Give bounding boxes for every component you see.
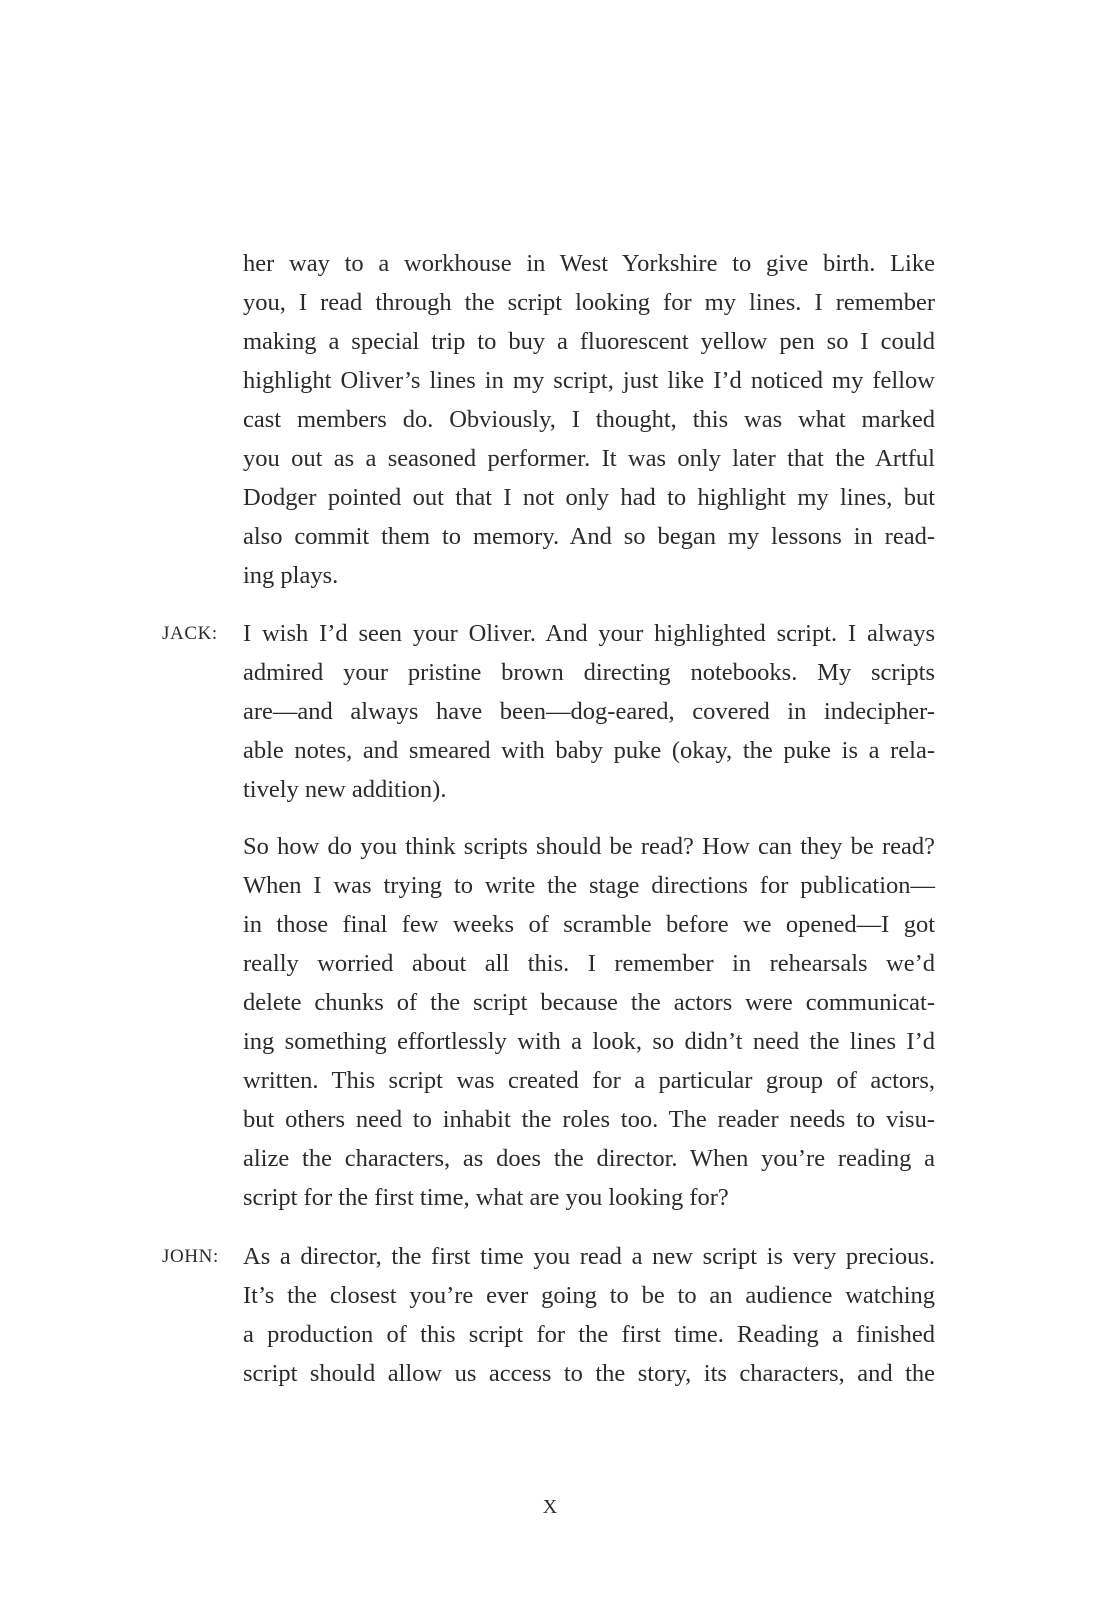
speaker-label: JACK: [162,623,218,644]
paragraph [243,1237,935,1393]
text-line: also commit them to memory. And so began my lessons in read- [243,523,935,550]
text-line: Dodger pointed out that I not only had to highlight my lines, but [243,484,935,511]
text-line: a production of this script for the first time. Reading a finished [243,1321,935,1348]
text-line: script for the first time, what are you looking for? [243,1184,729,1211]
speaker-label: JOHN: [162,1246,219,1267]
text-line: making a special trip to buy a fluorescent yellow pen so I could [243,328,935,355]
text-line: able notes, and smeared with baby puke (okay, the puke is a rela- [243,737,935,764]
text-line: her way to a workhouse in West Yorkshire to give birth. Like [243,250,935,277]
paragraph [243,614,935,809]
text-line: highlight Oliver’s lines in my script, just like I’d noticed my fellow [243,367,935,394]
text-line: written. This script was created for a particular group of actors, [243,1067,935,1094]
page-number: X [542,1496,559,1518]
text-line: you out as a seasoned performer. It was only later that the Artful [243,445,935,472]
text-line: It’s the closest you’re ever going to be to an audience watching [243,1282,935,1309]
text-line: but others need to inhabit the roles too. The reader needs to visu- [243,1106,935,1133]
text-line: tively new addition). [243,776,447,803]
text-line: When I was trying to write the stage directions for publication— [243,872,935,899]
text-line: ing something effortlessly with a look, so didn’t need the lines I’d [243,1028,935,1055]
text-line: script should allow us access to the story, its characters, and the [243,1360,935,1387]
paragraph [243,244,935,595]
text-line: cast members do. Obviously, I thought, this was what marked [243,406,935,433]
text-line: I wish I’d seen your Oliver. And your highlighted script. I always [243,620,935,647]
text-line: So how do you think scripts should be read? How can they be read? [243,833,935,860]
text-line: admired your pristine brown directing notebooks. My scripts [243,659,935,686]
text-line: really worried about all this. I remember in rehearsals we’d [243,950,935,977]
text-line: delete chunks of the script because the actors were communicat- [243,989,935,1016]
text-line: alize the characters, as does the director. When you’re reading a [243,1145,935,1172]
text-line: are—and always have been—dog-eared, covered in indecipher- [243,698,935,725]
text-line: you, I read through the script looking for my lines. I remember [243,289,935,316]
paragraph [243,827,935,1217]
text-line: ing plays. [243,562,339,589]
text-line: in those final few weeks of scramble before we opened—I got [243,911,935,938]
text-line: As a director, the first time you read a new script is very precious. [243,1243,935,1270]
